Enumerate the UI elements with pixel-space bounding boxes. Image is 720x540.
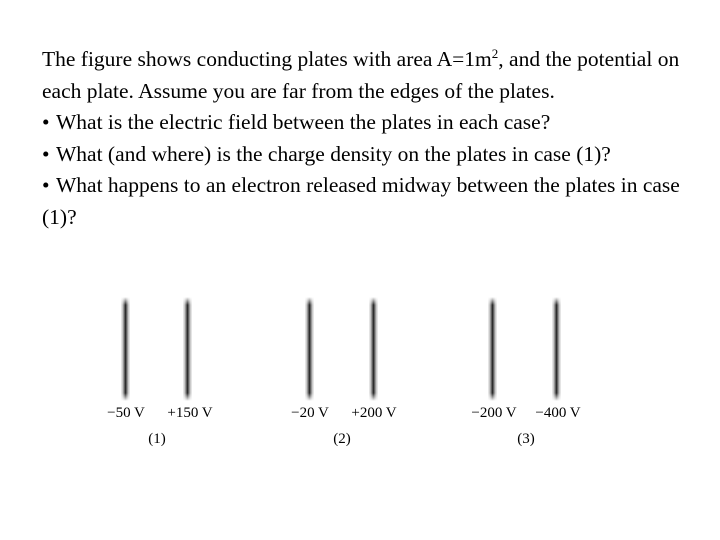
bullet-text: What happens to an electron released midway between the plates in case (1)? (42, 173, 680, 229)
potential-left-case-2: −20 V (291, 405, 329, 421)
potential-right-case-3: −400 V (535, 405, 581, 421)
area-exponent: 2 (491, 46, 499, 61)
potential-left-case-3: −200 V (471, 405, 517, 421)
case-label-3: (3) (517, 431, 535, 447)
case-label-2: (2) (333, 431, 351, 447)
plate-right-case-1 (183, 297, 192, 401)
plate-right-case-3 (552, 297, 561, 401)
intro-text: The figure shows conducting plates with area A=1m (42, 47, 492, 71)
plate-left-case-3 (488, 297, 497, 401)
bullet-icon: • (42, 110, 50, 134)
intro-text-continued: , and the potential on each plate. Assume you are far from the edges of the plates. (42, 47, 680, 103)
potential-right-case-1: +150 V (167, 405, 213, 421)
potential-right-case-2: +200 V (351, 405, 397, 421)
plate-right-case-2 (369, 297, 378, 401)
plate-left-case-1 (121, 297, 130, 401)
bullet-icon: • (42, 141, 50, 166)
bullet-icon: • (42, 173, 50, 197)
potential-left-case-1: −50 V (107, 405, 145, 421)
plate-left-case-2 (305, 297, 314, 401)
bullet-text: What (and where) is the charge density on the plates in case (1)? (56, 141, 611, 166)
bullet-text: What is the electric field between the plates in each case? (56, 110, 551, 134)
case-label-1: (1) (148, 431, 166, 447)
